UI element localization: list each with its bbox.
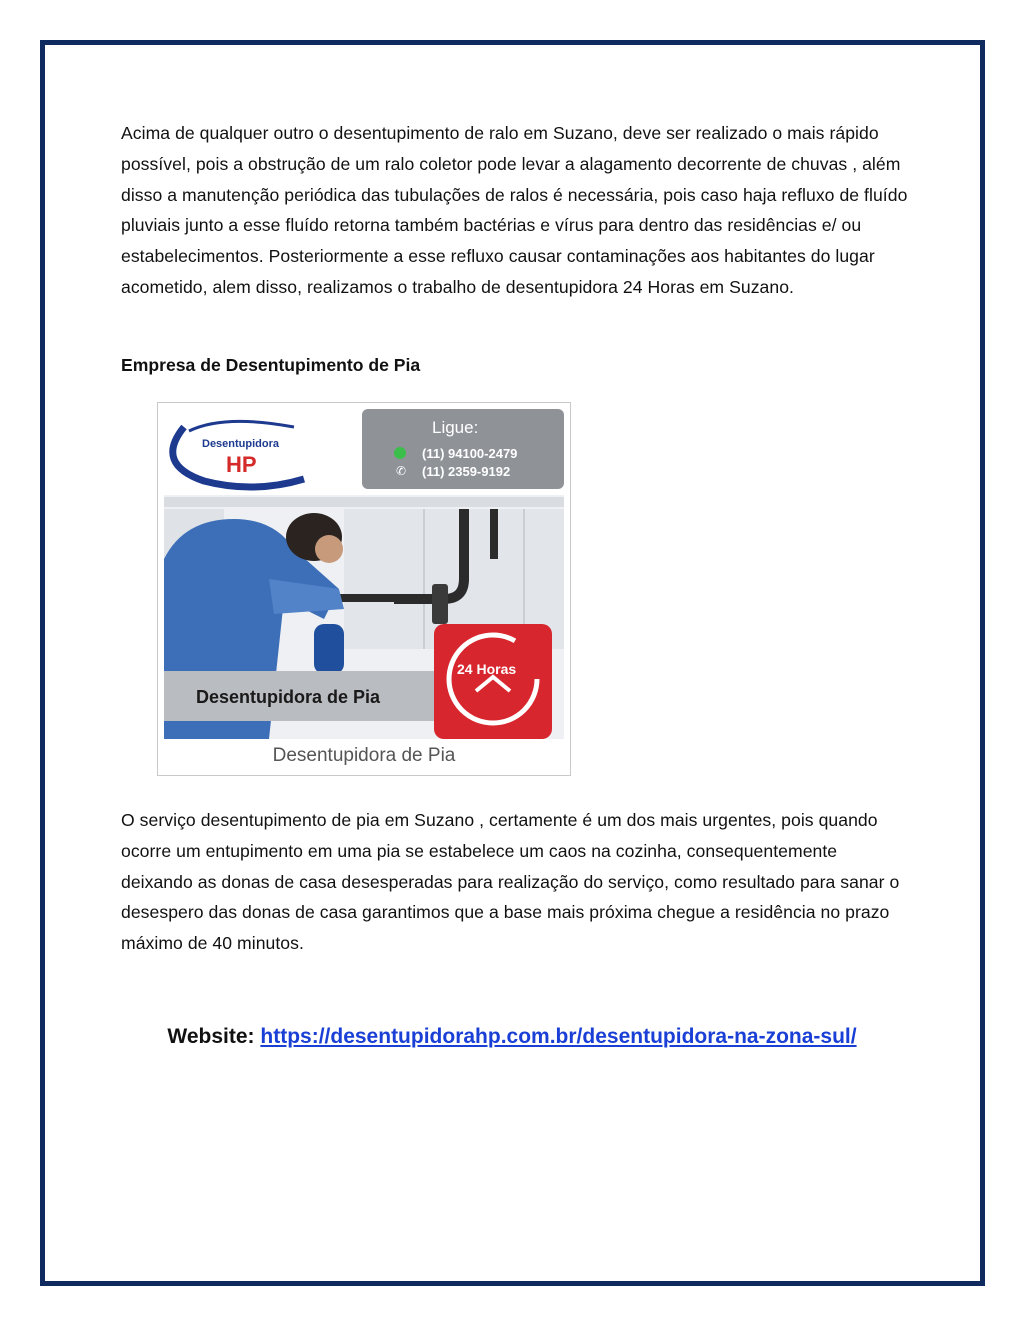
ligue-label: Ligue: [432, 418, 479, 437]
phone-1: (11) 94100-2479 [422, 446, 518, 461]
website-label: Website: [167, 1025, 255, 1048]
phone-2: (11) 2359-9192 [422, 464, 511, 479]
website-line [0, 1021, 1024, 1053]
section-heading: Empresa de Desentupimento de Pia [121, 355, 421, 375]
banner-text: Desentupidora de Pia [196, 687, 381, 707]
paragraph-pia: O serviço desentupimento de pia em Suzano , certamente é um dos mais urgentes, pois quando ocorre um entupimento em uma pia se estabelece um caos na cozinha, consequentemente deixando as donas de casa desesperadas para realização do serviço, como resultado para sanar o desespero das donas de casa garantimos que a base mais próxima chegue a residência no prazo máximo de 40 minutos. [121, 810, 900, 954]
image-caption: Desentupidora de Pia [272, 745, 456, 766]
paragraph-ralo: Acima de qualquer outro o desentupimento de ralo em Suzano, deve ser realizado o mais rápido possível, pois a obstrução de um ralo coletor pode levar a alagamento decorrente de chuvas , além disso a manutenção periódica das tubulações de ralos é necessária, pois caso haja refluxo de fluído pluviais junto a esse fluído retorna também bactérias e vírus para dentro das residências e/ ou estabelecimentos. Posteriormente a esse refluxo causar contaminações aos habitantes do lugar acometido, alem disso, realizamos o trabalho de desentupidora 24 Horas em Suzano. [121, 123, 908, 297]
logo-big-text: HP [226, 452, 257, 477]
plumber-illustration [164, 409, 564, 739]
website-link[interactable]: https://desentupidorahp.com.br/desentupidora-na-zona-sul/ [260, 1025, 857, 1048]
logo-small-text: Desentupidora [202, 438, 280, 450]
promo-image-photo [164, 409, 564, 739]
badge-text: 24 Horas [457, 661, 517, 677]
whatsapp-icon [394, 447, 406, 459]
phone-icon: ✆ [396, 464, 407, 478]
promo-image [157, 402, 571, 776]
